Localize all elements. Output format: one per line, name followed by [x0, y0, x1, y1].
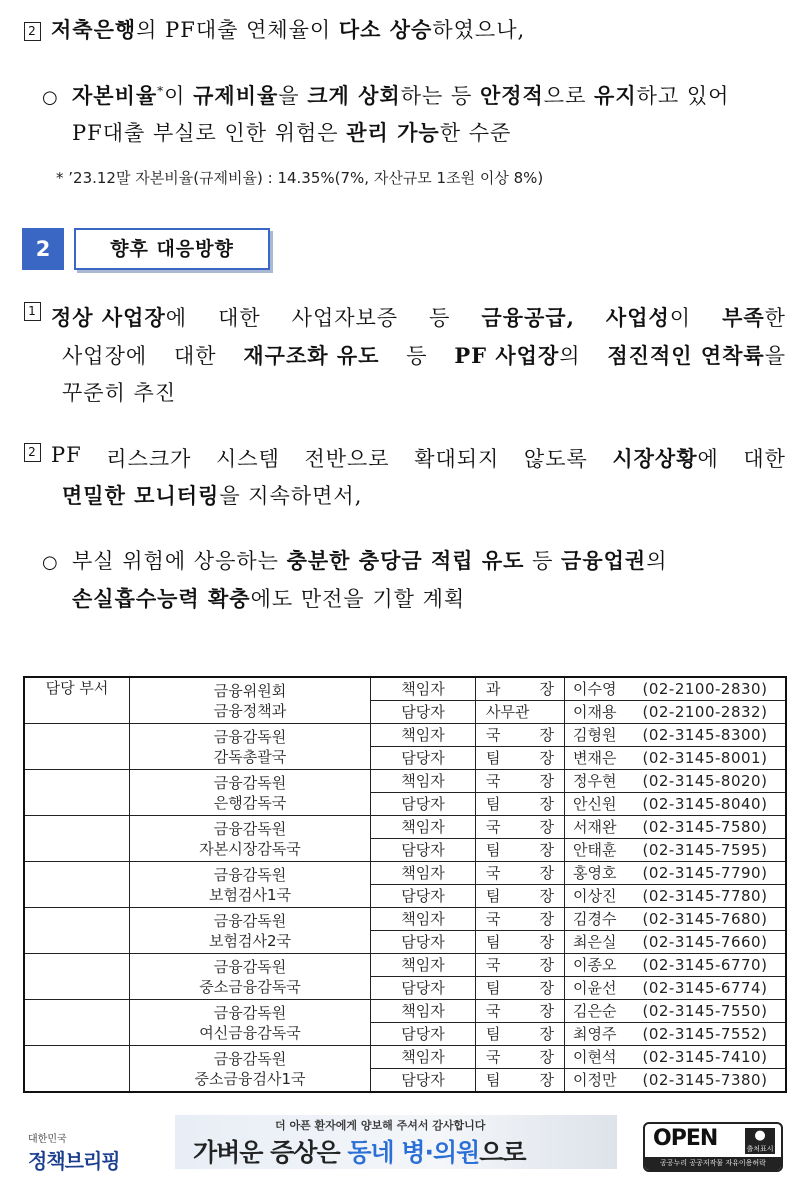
- organization-cell: 금융감독원 중소금융감독국: [130, 954, 371, 1000]
- contact-person-cell: [565, 1046, 787, 1069]
- rank-cell: 국 장: [476, 816, 565, 839]
- contact-phone: (02-3145-7595): [642, 841, 768, 859]
- table-row: [24, 862, 786, 885]
- role-cell: 담당자: [371, 931, 476, 954]
- contact-name: 정우현: [573, 772, 617, 790]
- table-row: [24, 770, 786, 793]
- role-cell: 책임자: [371, 908, 476, 931]
- table-row: [24, 908, 786, 931]
- contact-phone: (02-3145-8040): [642, 795, 768, 813]
- kogl-open-badge: OPEN ● 출처표시 공공누리 공공저작물 자유이용허락: [643, 1122, 783, 1172]
- korea-policy-briefing-logo: 대한민국 정책브리핑: [28, 1134, 120, 1173]
- item-number-box: 1: [24, 302, 41, 321]
- department-label-cell: [24, 724, 130, 770]
- contact-name: 이종오: [573, 956, 617, 974]
- contact-person-cell: [565, 908, 787, 931]
- role-cell: 책임자: [371, 1046, 476, 1069]
- role-cell: 담당자: [371, 1023, 476, 1046]
- contact-name: 안신원: [573, 795, 617, 813]
- contact-person-cell: [565, 931, 787, 954]
- intro-bullet-line1: ○ 자본비율*이 규제비율을 크게 상회하는 등 안정적으로 유지하고 있어: [42, 83, 730, 108]
- contact-person-cell: [565, 816, 787, 839]
- organization-cell: 금융감독원 자본시장감독국: [130, 816, 371, 862]
- role-cell: 담당자: [371, 885, 476, 908]
- contact-phone: (02-2100-2830): [642, 680, 768, 698]
- contact-person-cell: [565, 770, 787, 793]
- organization-cell: 금융위원회 금융정책과: [130, 677, 371, 724]
- item-number-box: 2: [24, 22, 41, 41]
- contact-person-cell: [565, 747, 787, 770]
- contact-name: 안태훈: [573, 841, 617, 859]
- department-label-cell: [24, 908, 130, 954]
- rank-cell: 국 장: [476, 1000, 565, 1023]
- organization-cell: 금융감독원 보험검사2국: [130, 908, 371, 954]
- item-2-line2: 면밀한 모니터링을 지속하면서,: [62, 483, 363, 508]
- organization-cell: 금융감독원 여신금융감독국: [130, 1000, 371, 1046]
- role-cell: 책임자: [371, 954, 476, 977]
- item-1-line1: 1 정상 사업장에 대한 사업자보증 등 금융공급, 사업성이 부족한: [24, 302, 786, 332]
- contact-table: [23, 676, 787, 1093]
- contact-phone: (02-3145-7780): [642, 887, 768, 905]
- footnote: * ’23.12말 자본비율(규제비율) : 14.35%(7%, 자산규모 1조원 이상 8%): [56, 169, 544, 187]
- contact-person-cell: [565, 724, 787, 747]
- table-row: [24, 954, 786, 977]
- section-title: 향후 대응방향: [74, 228, 270, 270]
- department-label-cell: [24, 1046, 130, 1093]
- rank-cell: 팀 장: [476, 931, 565, 954]
- organization-cell: 금융감독원 감독총괄국: [130, 724, 371, 770]
- rank-cell: 팀 장: [476, 747, 565, 770]
- contact-person-cell: [565, 793, 787, 816]
- table-row: [24, 677, 786, 701]
- contact-name: 김은순: [573, 1002, 617, 1020]
- rank-cell: 국 장: [476, 908, 565, 931]
- role-cell: 책임자: [371, 724, 476, 747]
- contact-person-cell: [565, 839, 787, 862]
- department-label-cell: [24, 1000, 130, 1046]
- organization-cell: 금융감독원 중소금융검사1국: [130, 1046, 371, 1093]
- contact-name: 이상진: [573, 887, 617, 905]
- contact-name: 이수영: [573, 680, 617, 698]
- rank-cell: 사무관: [476, 701, 565, 724]
- contact-name: 이재용: [573, 703, 617, 721]
- contact-phone: (02-3145-7790): [642, 864, 768, 882]
- contact-person-cell: [565, 701, 787, 724]
- contact-person-cell: [565, 677, 787, 701]
- rank-cell: 팀 장: [476, 885, 565, 908]
- item-2-line1: 2 PF 리스크가 시스템 전반으로 확대되지 않도록 시장상황에 대한: [24, 443, 786, 473]
- contact-person-cell: [565, 1023, 787, 1046]
- role-cell: 책임자: [371, 1000, 476, 1023]
- contact-phone: (02-2100-2832): [642, 703, 768, 721]
- department-label-cell: [24, 816, 130, 862]
- contact-phone: (02-3145-6770): [642, 956, 768, 974]
- role-cell: 담당자: [371, 701, 476, 724]
- item-2-bullet-line2: 손실흡수능력 확충에도 만전을 기할 계획: [72, 586, 466, 611]
- contact-name: 김형원: [573, 726, 617, 744]
- contact-phone: (02-3145-7580): [642, 818, 768, 836]
- contact-phone: (02-3145-7550): [642, 1002, 768, 1020]
- rank-cell: 팀 장: [476, 977, 565, 1000]
- contact-phone: (02-3145-8300): [642, 726, 768, 744]
- contact-person-cell: [565, 1069, 787, 1093]
- role-cell: 책임자: [371, 862, 476, 885]
- contact-name: 최영주: [573, 1025, 617, 1043]
- organization-cell: 금융감독원 은행감독국: [130, 770, 371, 816]
- rank-cell: 팀 장: [476, 1023, 565, 1046]
- attribution-icon: ● 출처표시: [746, 1128, 774, 1153]
- contact-name: 변재은: [573, 749, 617, 767]
- contact-name: 서재완: [573, 818, 617, 836]
- department-label-cell: [24, 862, 130, 908]
- rank-cell: 국 장: [476, 862, 565, 885]
- contact-person-cell: [565, 977, 787, 1000]
- contact-phone: (02-3145-7680): [642, 910, 768, 928]
- item-1-line2: 사업장에 대한 재구조화 유도 등 PF 사업장의 점진적인 연착륙을: [62, 343, 786, 368]
- department-label-cell: 담당 부서: [24, 677, 130, 724]
- role-cell: 책임자: [371, 816, 476, 839]
- contact-person-cell: [565, 885, 787, 908]
- rank-cell: 과 장: [476, 677, 565, 701]
- rank-cell: 국 장: [476, 770, 565, 793]
- contact-phone: (02-3145-7410): [642, 1048, 768, 1066]
- public-campaign-banner: 더 아픈 환자에게 양보해 주셔서 감사합니다 가벼운 증상은 동네 병·의원으로: [175, 1115, 617, 1169]
- contact-phone: (02-3145-8020): [642, 772, 768, 790]
- table-row: [24, 1046, 786, 1069]
- table-row: [24, 724, 786, 747]
- contact-name: 김경수: [573, 910, 617, 928]
- table-row: [24, 816, 786, 839]
- section-number: 2: [22, 228, 64, 270]
- bullet-circle-icon: ○: [42, 552, 59, 573]
- rank-cell: 국 장: [476, 724, 565, 747]
- rank-cell: 팀 장: [476, 793, 565, 816]
- rank-cell: 국 장: [476, 1046, 565, 1069]
- organization-cell: 금융감독원 보험검사1국: [130, 862, 371, 908]
- department-label-cell: [24, 770, 130, 816]
- role-cell: 책임자: [371, 770, 476, 793]
- bullet-circle-icon: ○: [42, 87, 59, 108]
- contact-name: 최은실: [573, 933, 617, 951]
- item-2-bullet-line1: ○ 부실 위험에 상응하는 충분한 충당금 적립 유도 등 금융업권의: [42, 548, 668, 573]
- contact-name: 홍영호: [573, 864, 617, 882]
- contact-phone: (02-3145-8001): [642, 749, 768, 767]
- contact-name: 이정만: [573, 1071, 617, 1089]
- rank-cell: 팀 장: [476, 839, 565, 862]
- role-cell: 담당자: [371, 1069, 476, 1093]
- item-number-box: 2: [24, 443, 41, 462]
- contact-name: 이윤선: [573, 979, 617, 997]
- contact-person-cell: [565, 1000, 787, 1023]
- department-label-cell: [24, 954, 130, 1000]
- role-cell: 담당자: [371, 747, 476, 770]
- role-cell: 담당자: [371, 977, 476, 1000]
- contact-person-cell: [565, 862, 787, 885]
- contact-phone: (02-3145-7660): [642, 933, 768, 951]
- contact-name: 이현석: [573, 1048, 617, 1066]
- role-cell: 책임자: [371, 677, 476, 701]
- intro-bullet-line2: PF대출 부실로 인한 위험은 관리 가능한 수준: [72, 120, 512, 145]
- table-row: [24, 1000, 786, 1023]
- contact-person-cell: [565, 954, 787, 977]
- contact-phone: (02-3145-6774): [642, 979, 768, 997]
- role-cell: 담당자: [371, 839, 476, 862]
- rank-cell: 국 장: [476, 954, 565, 977]
- intro-item-2: 2 저축은행의 PF대출 연체율이 다소 상승하였으나,: [24, 14, 525, 44]
- rank-cell: 팀 장: [476, 1069, 565, 1093]
- role-cell: 담당자: [371, 793, 476, 816]
- contact-phone: (02-3145-7552): [642, 1025, 768, 1043]
- item-1-line3: 꾸준히 추진: [62, 381, 177, 405]
- contact-phone: (02-3145-7380): [642, 1071, 768, 1089]
